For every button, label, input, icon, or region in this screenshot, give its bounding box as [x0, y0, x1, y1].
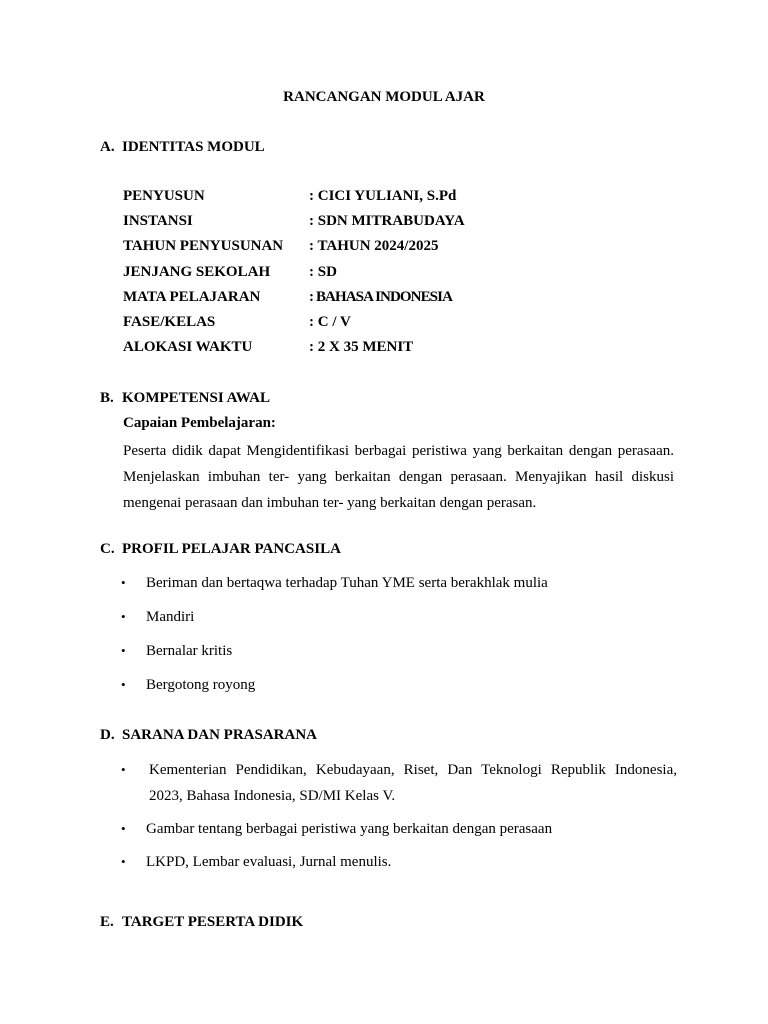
bullet-icon: • [121, 821, 126, 836]
list-item [121, 852, 677, 885]
identity-label: JENJANG SEKOLAH [123, 263, 271, 280]
identity-label: TAHUN PENYUSUNAN [123, 238, 284, 255]
identity-table [123, 186, 465, 362]
list-item-text: Beriman dan bertaqwa terhadap Tuhan YME serta berakhlak mulia [146, 575, 548, 591]
capaian-subheading: Capaian Pembelajaran: [123, 415, 276, 431]
sarana-list [121, 757, 677, 885]
section-e-title: TARGET PESERTA DIDIK [122, 914, 304, 930]
identity-row-mapel [123, 287, 465, 312]
list-item-text: Bernalar kritis [146, 643, 233, 659]
identity-row-alokasi [123, 337, 465, 362]
list-item [121, 641, 548, 675]
list-item-text: Mandiri [146, 609, 195, 625]
section-a-title: IDENTITAS MODUL [122, 139, 265, 155]
document-title: RANCANGAN MODUL AJAR [283, 89, 485, 105]
identity-row-tahun [123, 236, 465, 261]
section-b-title: KOMPETENSI AWAL [122, 390, 270, 406]
identity-value: : CICI YULIANI, S.Pd [309, 188, 457, 204]
identity-row-jenjang [123, 262, 465, 287]
section-c-title: PROFIL PELAJAR PANCASILA [122, 541, 341, 557]
list-item-text: Kementerian Pendidikan, Kebudayaan, Riset, Dan Teknologi Republik Indonesia, 2023, Bahasa Indonesia, SD/MI Kelas V. [149, 762, 677, 804]
bullet-icon: • [121, 677, 126, 692]
identity-value: : SD [309, 263, 337, 280]
section-e-letter: E. [100, 914, 114, 930]
list-item [121, 819, 677, 852]
list-item-text: Bergotong royong [146, 677, 256, 693]
section-d-title: SARANA DAN PRASARANA [122, 727, 318, 743]
identity-row-penyusun [123, 186, 465, 211]
list-item [121, 607, 548, 641]
list-item [121, 757, 677, 819]
capaian-paragraph: Peserta didik dapat Mengidentifikasi berbagai peristiwa yang berkaitan dengan perasaan. Menjelaskan imbuhan ter- yang berkaitan dengan perasaan. Menyajikan hasil diskusi mengenai perasaan dan imbuhan ter- yang berkaitan dengan perasan. [123, 443, 674, 511]
bullet-icon: • [121, 609, 126, 624]
identity-label: FASE/KELAS [123, 313, 216, 330]
identity-value: : TAHUN 2024/2025 [309, 238, 439, 255]
profil-list [121, 573, 548, 709]
identity-label: ALOKASI WAKTU [123, 339, 253, 356]
section-c-heading [100, 539, 341, 559]
identity-row-instansi [123, 211, 465, 236]
list-item [121, 573, 548, 607]
identity-value: : SDN MITRABUDAYA [309, 213, 465, 230]
list-item-text: LKPD, Lembar evaluasi, Jurnal menulis. [146, 854, 392, 870]
section-a-heading [100, 137, 265, 157]
section-a-letter: A. [100, 139, 115, 155]
section-e-heading [100, 912, 303, 932]
identity-value: : 2 X 35 MENIT [309, 339, 414, 356]
section-b-letter: B. [100, 390, 114, 406]
bullet-icon: • [121, 854, 126, 869]
section-c-letter: C. [100, 541, 115, 557]
list-item [121, 675, 548, 709]
bullet-icon: • [121, 643, 126, 658]
bullet-icon: • [121, 575, 126, 590]
section-d-letter: D. [100, 727, 115, 743]
identity-label: MATA PELAJARAN [123, 288, 261, 305]
list-item-text: Gambar tentang berbagai peristiwa yang berkaitan dengan perasaan [146, 821, 553, 837]
identity-value: : C / V [309, 313, 351, 330]
section-d-heading [100, 725, 317, 745]
identity-value: : BAHASA INDONESIA [309, 288, 452, 305]
identity-label: INSTANSI [123, 213, 193, 230]
section-b-heading [100, 388, 270, 408]
bullet-icon: • [121, 762, 126, 777]
identity-row-fase [123, 312, 465, 337]
identity-label: PENYUSUN [123, 188, 205, 204]
